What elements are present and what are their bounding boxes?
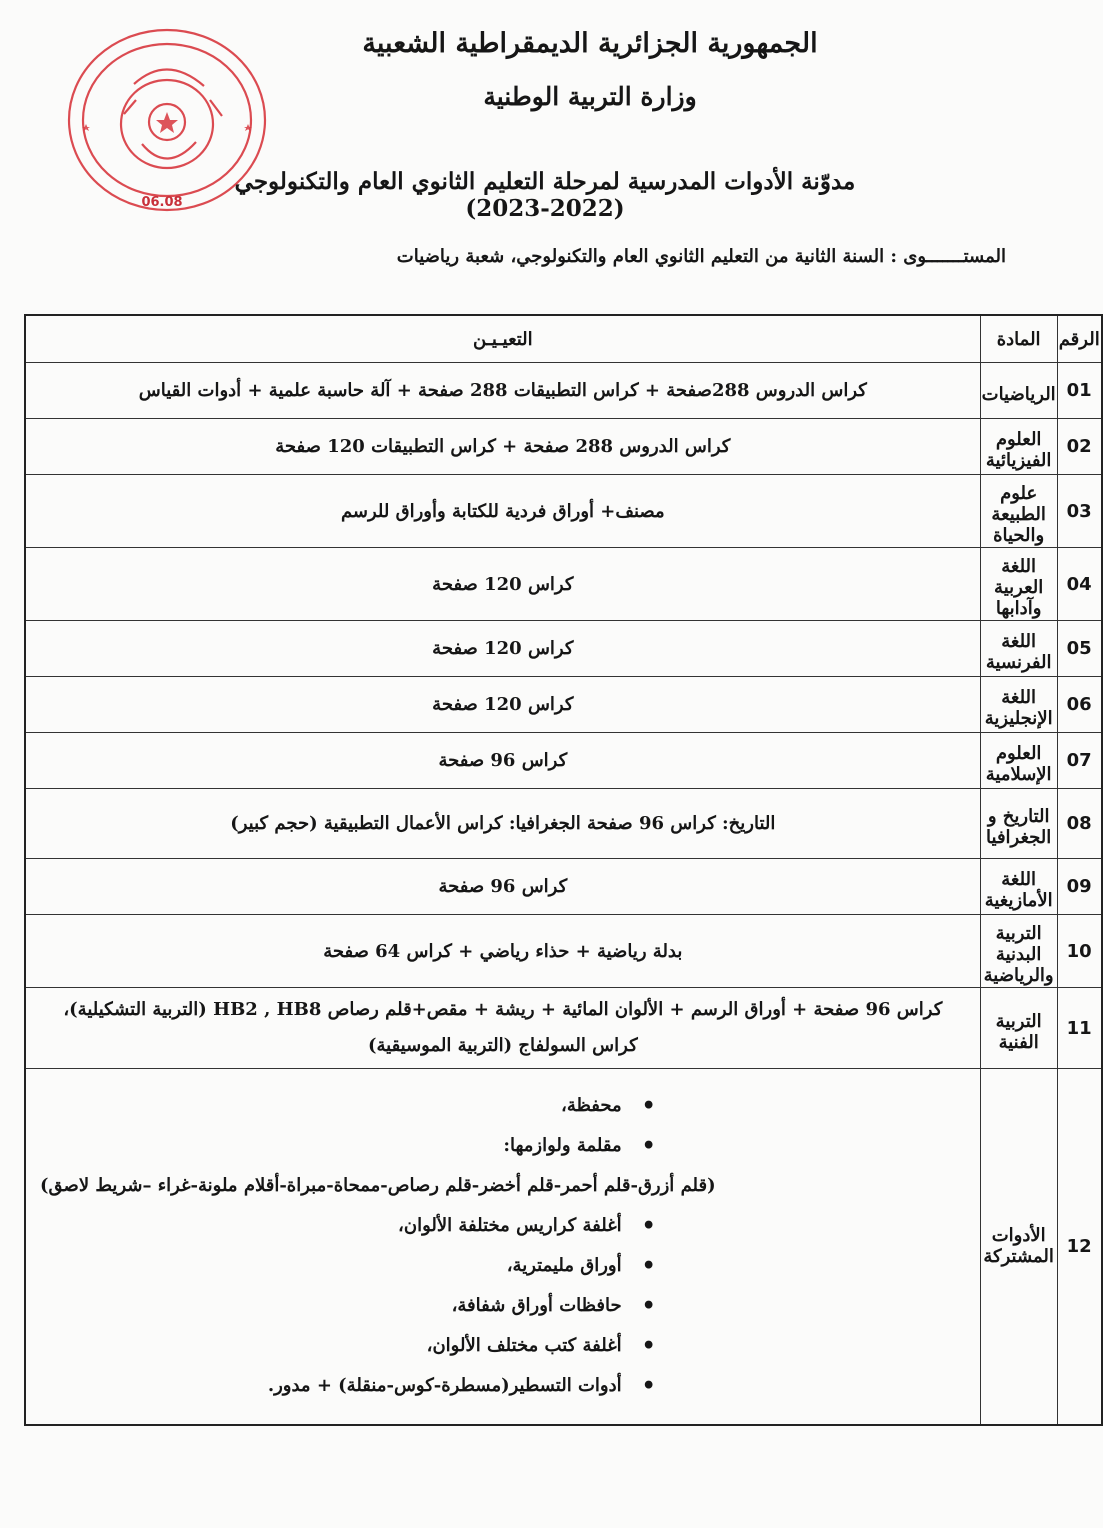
seal-date-text: 06.08 (141, 195, 183, 210)
table-row (25, 548, 1102, 621)
republic-title: الجمهورية الجزائرية الديمقراطية الشعبية (362, 28, 818, 59)
table-row (25, 621, 1102, 677)
row-number: 10 (1057, 915, 1102, 988)
row-number: 07 (1057, 733, 1102, 789)
list-item: • محفظة، (40, 1086, 656, 1126)
list-item-note: (قلم أزرق-قلم أحمر-قلم أخضر-قلم رصاص-ممحاة-مبراة-أقلام ملونة-غراء –شريط لاصق) (40, 1175, 716, 1197)
row-subject: علوم الطبيعة والحياة (980, 475, 1057, 548)
header-number: الرقم (1057, 315, 1102, 363)
row-number: 02 (1057, 419, 1102, 475)
row-description: التاريخ: كراس 96 صفحة الجغرافيا: كراس الأعمال التطبيقية (حجم كبير) (25, 789, 980, 859)
list-item: • أغلفة كتب مختلف الألوان، (40, 1326, 656, 1366)
list-item: • أغلفة كراريس مختلفة الألوان، (40, 1206, 656, 1246)
row-number: 11 (1057, 988, 1102, 1069)
supplies-table (24, 314, 1103, 1426)
row-number: 08 (1057, 789, 1102, 859)
row-subject: اللغة الأمازيغية (980, 859, 1057, 915)
level-line: المستـــــــوى : السنة الثانية من التعليم الثانوي العام والتكنولوجي، شعبة رياضيات (396, 246, 1006, 267)
table-row (25, 363, 1102, 419)
ministry-title: وزارة التربية الوطنية (483, 82, 697, 111)
row-subject: الأدوات المشتركة (980, 1069, 1057, 1425)
list-item: • مقلمة ولوازمها: (40, 1126, 656, 1166)
row-description: كراس الدروس 288صفحة + كراس التطبيقات 288 صفحة + آلة حاسبة علمية + أدوات القياس (25, 363, 980, 419)
row-number: 04 (1057, 548, 1102, 621)
list-item: • حافظات أوراق شفافة، (40, 1286, 656, 1326)
table-row (25, 915, 1102, 988)
table-row (25, 733, 1102, 789)
table-row (25, 789, 1102, 859)
table-header-row (25, 315, 1102, 363)
table-row (25, 475, 1102, 548)
row-subject: العلوم الإسلامية (980, 733, 1057, 789)
table-row (25, 988, 1102, 1069)
header-description: التعيـيـن (25, 315, 980, 363)
row-description: كراس 120 صفحة (25, 548, 980, 621)
row-subject: التربية البدنية والرياضية (980, 915, 1057, 988)
document-title: مدوّنة الأدوات المدرسية لمرحلة التعليم الثانوي العام والتكنولوجي (2022-2023) (234, 168, 856, 222)
row-description: كراس 96 صفحة (25, 733, 980, 789)
list-item: • أوراق مليمترية، (40, 1246, 656, 1286)
row-description: كراس 120 صفحة (25, 621, 980, 677)
row-description: كراس الدروس 288 صفحة + كراس التطبيقات 120 صفحة (25, 419, 980, 475)
row-subject: الرياضيات (980, 363, 1057, 419)
table-row-common-supplies (25, 1069, 1102, 1425)
row-number: 09 (1057, 859, 1102, 915)
table-row (25, 859, 1102, 915)
row-number: 03 (1057, 475, 1102, 548)
list-item: • أدوات التسطير(مسطرة-كوس-منقلة) + مدور. (40, 1366, 656, 1406)
row-number: 06 (1057, 677, 1102, 733)
header-subject: المادة (980, 315, 1057, 363)
row-number: 12 (1057, 1069, 1102, 1425)
row-subject: التربية الفنية (980, 988, 1057, 1069)
row-description: بدلة رياضية + حذاء رياضي + كراس 64 صفحة (25, 915, 980, 988)
row-subject: التاريخ و الجغرافيا (980, 789, 1057, 859)
row-description: كراس 96 صفحة + أوراق الرسم + الألوان المائية + ريشة + مقص+قلم رصاص HB2 , HB8 (التربية التشكيلية)، كراس السولفاج (التربية الموسيقية) (25, 988, 980, 1069)
row-subject: اللغة العربية وآدابها (980, 548, 1057, 621)
table-row (25, 419, 1102, 475)
row-description: مصنف+ أوراق فردية للكتابة وأوراق للرسم (25, 475, 980, 548)
row-number: 05 (1057, 621, 1102, 677)
row-subject: العلوم الفيزيائية (980, 419, 1057, 475)
row-number: 01 (1057, 363, 1102, 419)
row-description: كراس 120 صفحة (25, 677, 980, 733)
common-supplies-list (40, 1086, 716, 1406)
row-subject: اللغة الفرنسية (980, 621, 1057, 677)
row-description: كراس 96 صفحة (25, 859, 980, 915)
row-subject: اللغة الإنجليزية (980, 677, 1057, 733)
table-row (25, 677, 1102, 733)
common-supplies-cell (25, 1069, 980, 1425)
